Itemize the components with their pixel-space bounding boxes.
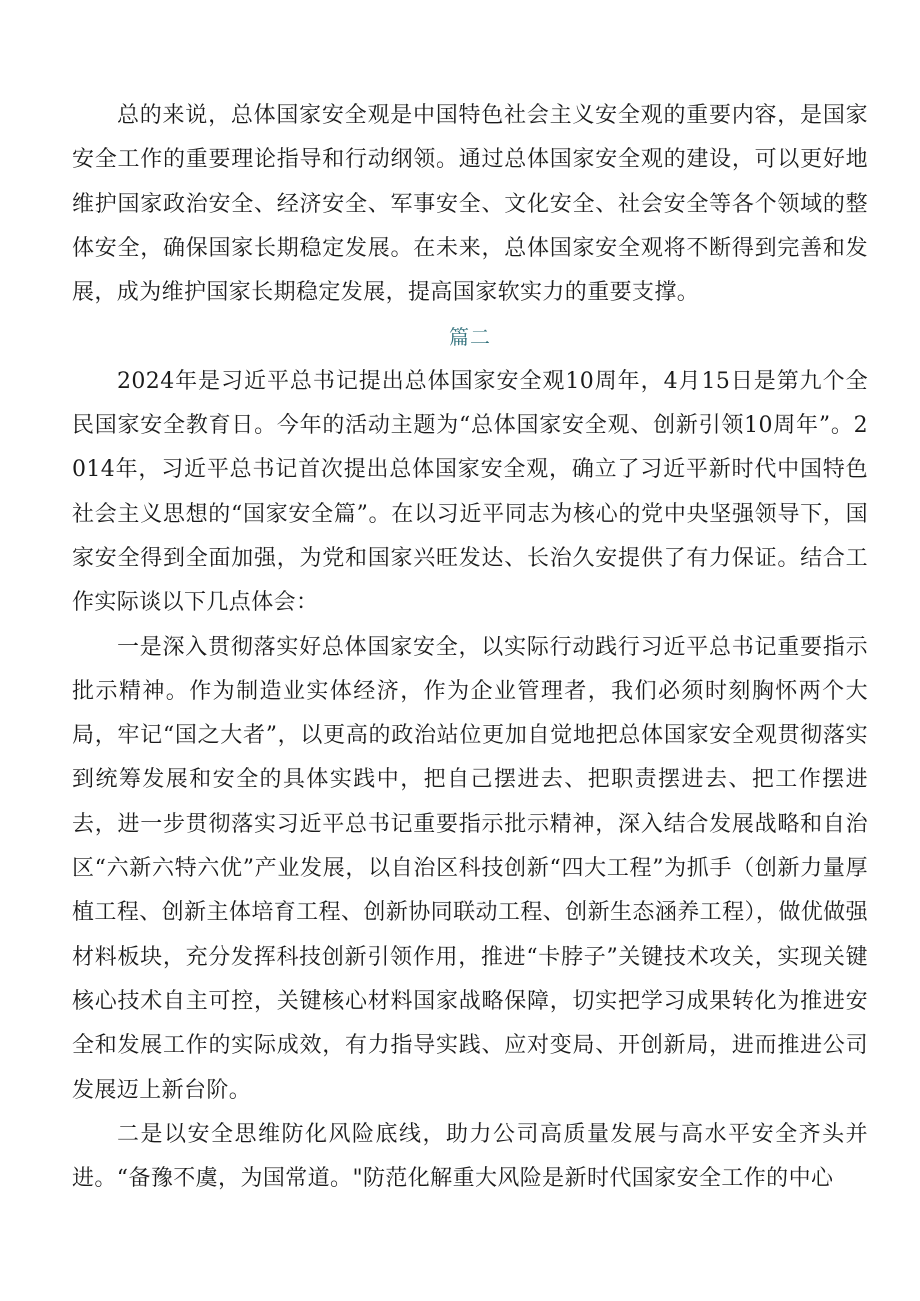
paragraph-point-one: 一是深入贯彻落实好总体国家安全，以实际行动践行习近平总书记重要指示批示精神。作为制造业实体经济，作为企业管理者，我们必须时刻胸怀两个大局，牢记“国之大者”，以更高的政治站位更加自觉地把总体国家安全观贯彻落实到统筹发展和安全的具体实践中，把自己摆进去、把职责摆进去、把工作摆进去，进一步贯彻落实习近平总书记重要指示批示精神，深入结合发展战略和自治区“六新六特六优”产业发展，以自治区科技创新“四大工程”为抓手（创新力量厚植工程、创新主体培育工程、创新协同联动工程、创新生态涵养工程），做优做强材料板块，充分发挥科技创新引领作用，推进“卡脖子”关键技术攻关，实现关键核心技术自主可控，关键核心材料国家战略保障，切实把学习成果转化为推进安全和发展工作的实际成效，有力指导实践、应对变局、开创新局，进而推进公司发展迈上新台阶。 [72,634,868,1103]
section-heading: 篇二 [449,325,491,350]
paragraph-intro-2024: 2024年是习近平总书记提出总体国家安全观10周年，4月15日是第九个全民国家安全教育日。今年的活动主题为“总体国家安全观、创新引领10周年”。2014年，习近平总书记首次提出总体国家安全观，确立了习近平新时代中国特色社会主义思想的“国家安全篇”。在以习近平同志为核心的党中央坚强领导下，国家安全得到全面加强，为党和国家兴旺发达、长治久安提供了有力保证。结合工作实际谈以下几点体会： [72,368,868,616]
document-body [72,94,868,1201]
paragraph-point-two: 二是以安全思维防化风险底线，助力公司高质量发展与高水平安全齐头并进。“备豫不虞，为国常道。"防范化解重大风险是新时代国家安全工作的中心 [72,1121,868,1192]
paragraph-summary: 总的来说，总体国家安全观是中国特色社会主义安全观的重要内容，是国家安全工作的重要理论指导和行动纲领。通过总体国家安全观的建设，可以更好地维护国家政治安全、经济安全、军事安全、文化安全、社会安全等各个领域的整体安全，确保国家长期稳定发展。在未来，总体国家安全观将不断得到完善和发展，成为维护国家长期稳定发展，提高国家软实力的重要支撑。 [72,103,868,306]
